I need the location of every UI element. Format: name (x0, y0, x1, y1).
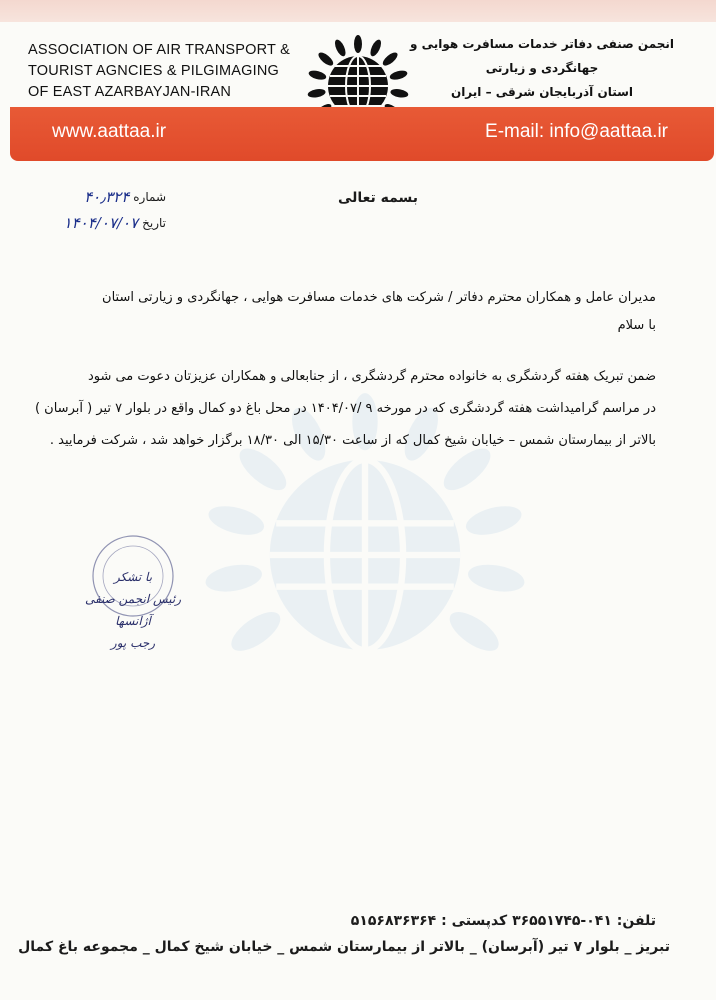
reference-block (56, 184, 166, 236)
signature-block (70, 566, 196, 654)
letterhead (0, 22, 716, 107)
org-en-line: OF EAST AZARBAYJAN-IRAN (28, 84, 232, 100)
ref-number-label: شماره (133, 190, 166, 204)
ref-date-row (56, 210, 166, 236)
website-link[interactable]: www.aattaa.ir (52, 121, 167, 142)
org-name-english (28, 40, 298, 103)
footer-contact-numbers: تلفن: ۰۴۱-۳۶۵۵۱۷۴۵ کدپستی : ۵۱۵۶۸۳۶۳۶۴ (350, 913, 656, 929)
letter-greeting: بسمه تعالی (337, 190, 419, 206)
org-en-line: ASSOCIATION OF AIR TRANSPORT & (28, 42, 290, 58)
header-top-strip (0, 0, 716, 22)
ref-number-value: ۴۰٫۳۲۴ (84, 188, 130, 206)
salutation-line: با سلام (617, 318, 656, 333)
body-line: در مراسم گرامیداشت هفته گردشگری که در مورخه ۹ /۱۴۰۴/۰۷ در محل باغ دو کمال واقع در بلوار ۷ تیر ( آبرسان ) (34, 401, 656, 416)
signature-line: رجب پور (110, 636, 156, 650)
org-fa-line: استان آذربایجان شرقی – ایران (450, 85, 634, 99)
recipient-line: مدیران عامل و همکاران محترم دفاتر / شرکت های خدمات مسافرت هوایی ، جهانگردی و زیارتی استان (102, 290, 656, 305)
signature-line: رئیس انجمن صنفی آژانسها (84, 592, 182, 628)
body-line: ضمن تبریک هفته گردشگری به خانواده محترم گردشگری ، از جنابعالی و همکاران عزیزتان دعوت می شود (87, 369, 656, 384)
email-link[interactable]: E-mail: info@aattaa.ir (485, 121, 668, 142)
ref-date-value: ۱۴۰۴/۰۷/۰۷ (63, 214, 139, 232)
ref-date-label: تاریخ (142, 216, 166, 230)
org-fa-line: انجمن صنفی دفاتر خدمات مسافرت هوایی و جهانگردی و زیارتی (409, 37, 675, 75)
signature-line: با تشکر (113, 570, 153, 584)
contact-bar (10, 107, 714, 161)
org-en-line: TOURIST AGNCIES & PILGIMAGING (28, 63, 280, 79)
ref-number-row (56, 184, 166, 210)
letter-body (34, 361, 656, 457)
footer-address: تبریز _ بلوار ۷ تیر (آبرسان) _ بالاتر از بیمارستان شمس _ خیابان شیخ کمال _ مجموعه باغ کمال (18, 939, 670, 955)
body-line: بالاتر از بیمارستان شمس – خیابان شیخ کمال که از ساعت ۱۵/۳۰ الی ۱۸/۳۰ برگزار خواهد شد ، شرکت فرمایید . (49, 433, 656, 448)
